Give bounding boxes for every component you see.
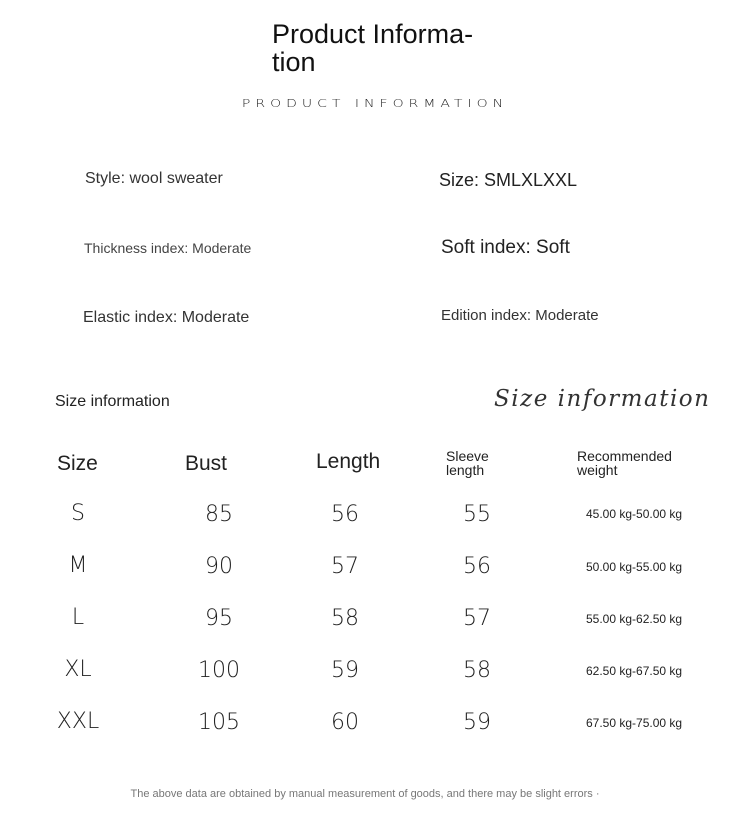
attr-thickness: Thickness index: Moderate [84,240,252,256]
attr-style: Style: wool sweater [85,170,223,187]
col-header-bust: Bust [185,452,228,475]
attr-elastic: Elastic index: Moderate [83,309,250,326]
col-header-weight: Recommended weight [577,448,672,478]
col-header-size: Size [57,452,98,475]
col-header-sleeve: Sleeve length [446,448,489,478]
attr-edition: Edition index: Moderate [441,307,599,324]
size-info-heading-script: Size information [494,386,711,412]
attr-soft: Soft index: Soft [441,237,570,258]
page-subtitle: PRODUCT INFORMATION [241,98,509,110]
page-title [272,20,512,76]
measurement-note: The above data are obtained by manual measurement of goods, and there may be slight errors · [130,788,600,800]
page-title-line-2: tion [272,47,316,77]
attr-size: Size: SMLXLXXL [439,170,578,190]
page-title-line-1: Product Informa- [272,19,474,49]
col-header-length: Length [316,450,381,473]
size-info-heading: Size information [55,393,170,410]
